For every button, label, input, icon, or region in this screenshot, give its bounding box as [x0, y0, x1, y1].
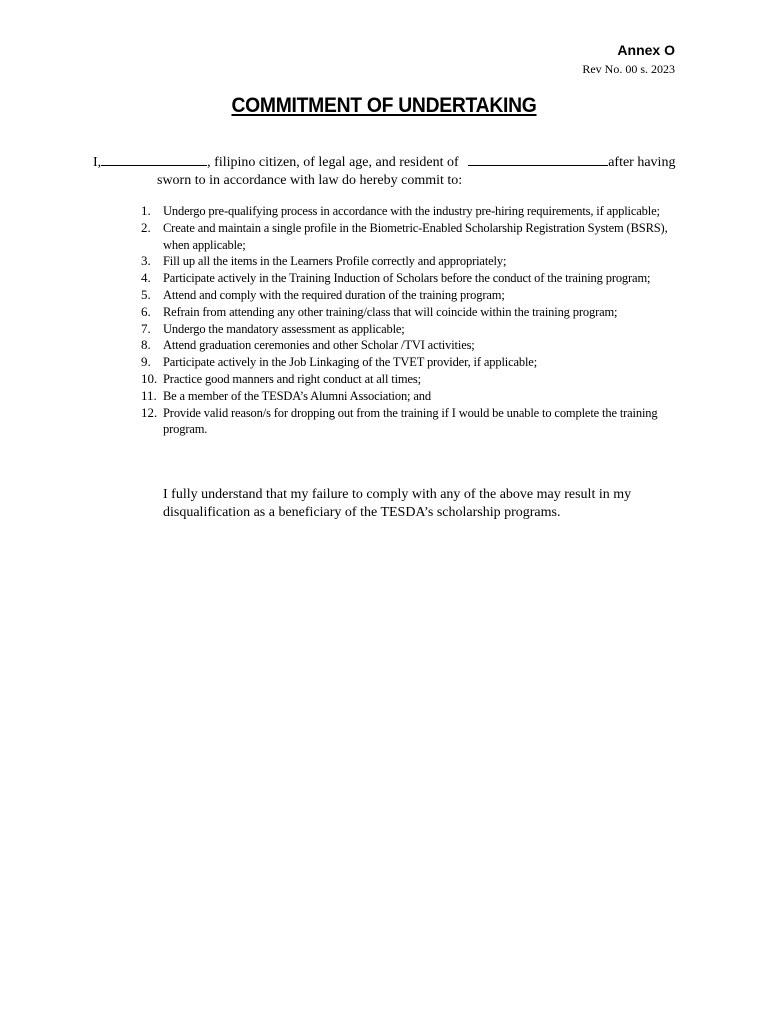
list-item-number: 10.: [141, 370, 158, 386]
intro-line-1: [93, 152, 683, 172]
list-item-number: 5.: [141, 286, 151, 302]
intro-after: after having: [608, 155, 676, 170]
list-item-number: 11.: [141, 387, 157, 403]
list-item-number: 2.: [141, 219, 151, 235]
list-item-text: Create and maintain a single profile in the Biometric-Enabled Scholarship Registration System (BSRS), when applicable;: [163, 220, 668, 252]
list-item: [130, 321, 678, 338]
list-item-text: Refrain from attending any other training/class that will coincide within the training program;: [163, 304, 618, 319]
list-item-number: 7.: [141, 320, 151, 336]
list-item: [130, 388, 678, 405]
list-item-text: Participate actively in the Job Linkaging of the TVET provider, if applicable;: [163, 355, 538, 370]
list-item: [130, 405, 678, 439]
closing-paragraph: I fully understand that my failure to comply with any of the above may result in my disqualification as a beneficiary of the TESDA’s scholarship programs.: [163, 487, 632, 520]
intro-line-2: sworn to in accordance with law do hereby commit to:: [157, 173, 463, 188]
list-item: [130, 220, 678, 254]
list-item-text: Practice good manners and right conduct at all times;: [163, 371, 421, 386]
residence-blank: [468, 152, 608, 166]
list-item: [130, 337, 678, 354]
intro-middle: , filipino citizen, of legal age, and resident of: [207, 155, 459, 170]
list-item-text: Attend and comply with the required duration of the training program;: [163, 287, 505, 302]
list-item: [130, 354, 678, 371]
list-item-number: 12.: [141, 404, 158, 420]
list-item-number: 3.: [141, 253, 151, 269]
list-item-number: 8.: [141, 337, 151, 353]
intro-paragraph: [93, 152, 683, 190]
list-item-text: Undergo pre-qualifying process in accordance with the industry pre-hiring requirements, if applicable;: [163, 204, 660, 218]
list-item-number: 9.: [141, 354, 151, 370]
list-item-number: 4.: [141, 270, 151, 286]
list-item-text: Fill up all the items in the Learners Profile correctly and appropriately;: [163, 254, 507, 269]
commitment-list: [130, 203, 678, 438]
list-item-number: 6.: [141, 303, 151, 319]
list-item: [130, 203, 678, 220]
list-item: [130, 371, 678, 388]
list-item: [130, 287, 678, 304]
list-item-text: Be a member of the TESDA’s Alumni Association; and: [163, 388, 431, 403]
list-item: [130, 253, 678, 270]
list-item-text: Undergo the mandatory assessment as applicable;: [163, 321, 405, 336]
list-item-number: 1.: [141, 203, 151, 218]
list-item-text: Attend graduation ceremonies and other Scholar /TVI activities;: [163, 338, 475, 353]
name-blank: [101, 152, 207, 166]
list-item-text: Participate actively in the Training Induction of Scholars before the conduct of the training program;: [163, 271, 651, 286]
document-title: COMMITMENT OF UNDERTAKING: [231, 94, 537, 117]
intro-prefix: I,: [93, 155, 102, 170]
annex-label: Annex O: [617, 42, 675, 58]
revision-label: Rev No. 00 s. 2023: [582, 62, 675, 76]
list-item: [130, 304, 678, 321]
list-item: [130, 270, 678, 287]
list-item-text: Provide valid reason/s for dropping out from the training if I would be unable to complete the training program.: [163, 405, 658, 437]
